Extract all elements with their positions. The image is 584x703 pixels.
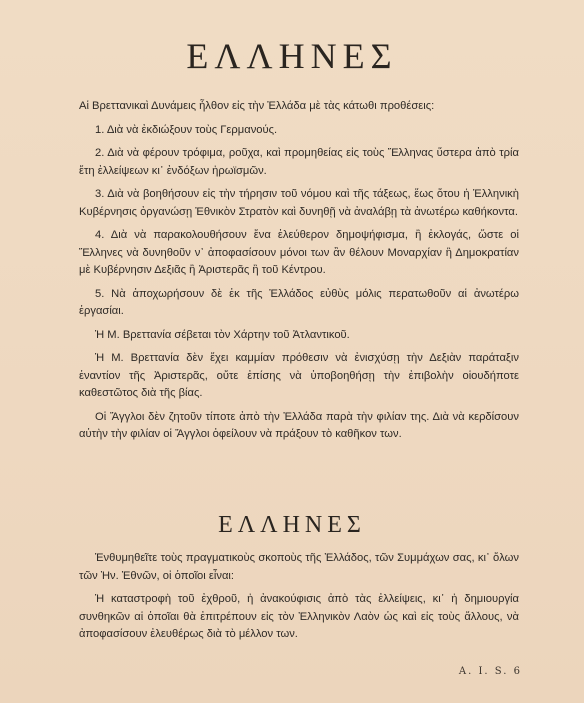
body-paragraph: Ἡ Μ. Βρεττανία δὲν ἔχει καμμίαν πρόθεσιν νὰ ἐνισχύσῃ τὴν Δεξιὰν παράταξιν ἐναντίον τῆς Ἀριστερᾶς, οὔτε ἐπίσης νὰ ὑποβοηθήσῃ τὴν ἐπιβολὴν οἱουδήποτε καθεστῶτος διὰ τῆς βίας. (79, 352, 519, 399)
closing-paragraph: Ἐνθυμηθεῖτε τοὺς πραγματικοὺς σκοποὺς τῆς Ἑλλάδος, τῶν Συμμάχων σας, κι᾽ ὅλων τῶν Ἡν. Ἐθνῶν, οἱ ὁποῖοι εἶναι: (79, 552, 519, 582)
body-paragraph: Ἡ Μ. Βρεττανία σέβεται τὸν Χάρτην τοῦ Ἀτλαντικοῦ. (95, 328, 350, 341)
body-paragraph: Οἱ Ἄγγλοι δὲν ζητοῦν τίποτε ἀπὸ τὴν Ἑλλάδα παρὰ τὴν φιλίαν της. Διὰ νὰ κερδίσουν αὐτὴν τὴν φιλίαν οἱ Ἄγγλοι ὀφείλουν νὰ πράξουν τὸ καθῆκον των. (79, 410, 519, 440)
list-item: 5. Νὰ ἀποχωρήσουν δὲ ἐκ τῆς Ἑλλάδος εὐθὺς μόλις περατωθοῦν αἱ ἀνωτέρω ἐργασίαι. (79, 287, 519, 317)
leaflet-body (79, 98, 519, 450)
section-heading: ΕΛΛΗΝΕΣ (218, 512, 366, 538)
list-item: 2. Διὰ νὰ φέρουν τρόφιμα, ροῦχα, καὶ προμηθείας εἰς τοὺς Ἕλληνας ὕστερα ἀπὸ τρία ἔτη ἐλλείψεων κι᾽ ἐνδόξων ἡρωϊσμῶν. (79, 147, 519, 177)
intro-paragraph: Αἱ Βρεττανικαὶ Δυνάμεις ἦλθον εἰς τὴν Ἑλλάδα μὲ τὰς κάτωθι προθέσεις: (79, 100, 435, 112)
print-code: A. I. S. 6 (458, 666, 522, 677)
page-title: ΕΛΛΗΝΕΣ (186, 36, 398, 76)
closing-paragraph: Ἡ καταστροφὴ τοῦ ἐχθροῦ, ἡ ἀνακούφισις ἀπὸ τὰς ἐλλείψεις, κι᾽ ἡ δημιουργία συνθηκῶν αἱ ὁποῖαι θὰ ἐπιτρέπουν εἰς τὸν Ἑλληνικὸν Λαὸν ὡς καὶ εἰς τοὺς ἄλλους, νὰ ἀποφασίσουν ἐλευθέρως διὰ τὸ μέλλον των. (79, 593, 519, 640)
list-item: 3. Διὰ νὰ βοηθήσουν εἰς τὴν τήρησιν τοῦ νόμου καὶ τῆς τάξεως, ἕως ὅτου ἡ Ἑλληνικὴ Κυβέρνησις ὀργανώσῃ Ἐθνικὸν Στρατὸν καὶ δυνηθῇ νὰ ἀναλάβῃ τὰ ἀνωτέρω καθήκοντα. (79, 188, 519, 218)
closing-body (79, 550, 519, 650)
list-item: 1. Διὰ νὰ ἐκδιώξουν τοὺς Γερμανούς. (95, 123, 278, 136)
list-item: 4. Διὰ νὰ παρακολουθήσουν ἕνα ἐλεύθερον δημοψήφισμα, ἢ ἐκλογάς, ὥστε οἱ Ἕλληνες νὰ δυνηθοῦν ν᾽ ἀποφασίσουν μόνοι των ἂν θέλουν Μοναρχίαν ἢ Δημοκρατίαν μὲ Κυβέρνησιν Δεξιᾶς ἢ Ἀριστερᾶς ἢ τοῦ Κέντρου. (79, 229, 519, 276)
